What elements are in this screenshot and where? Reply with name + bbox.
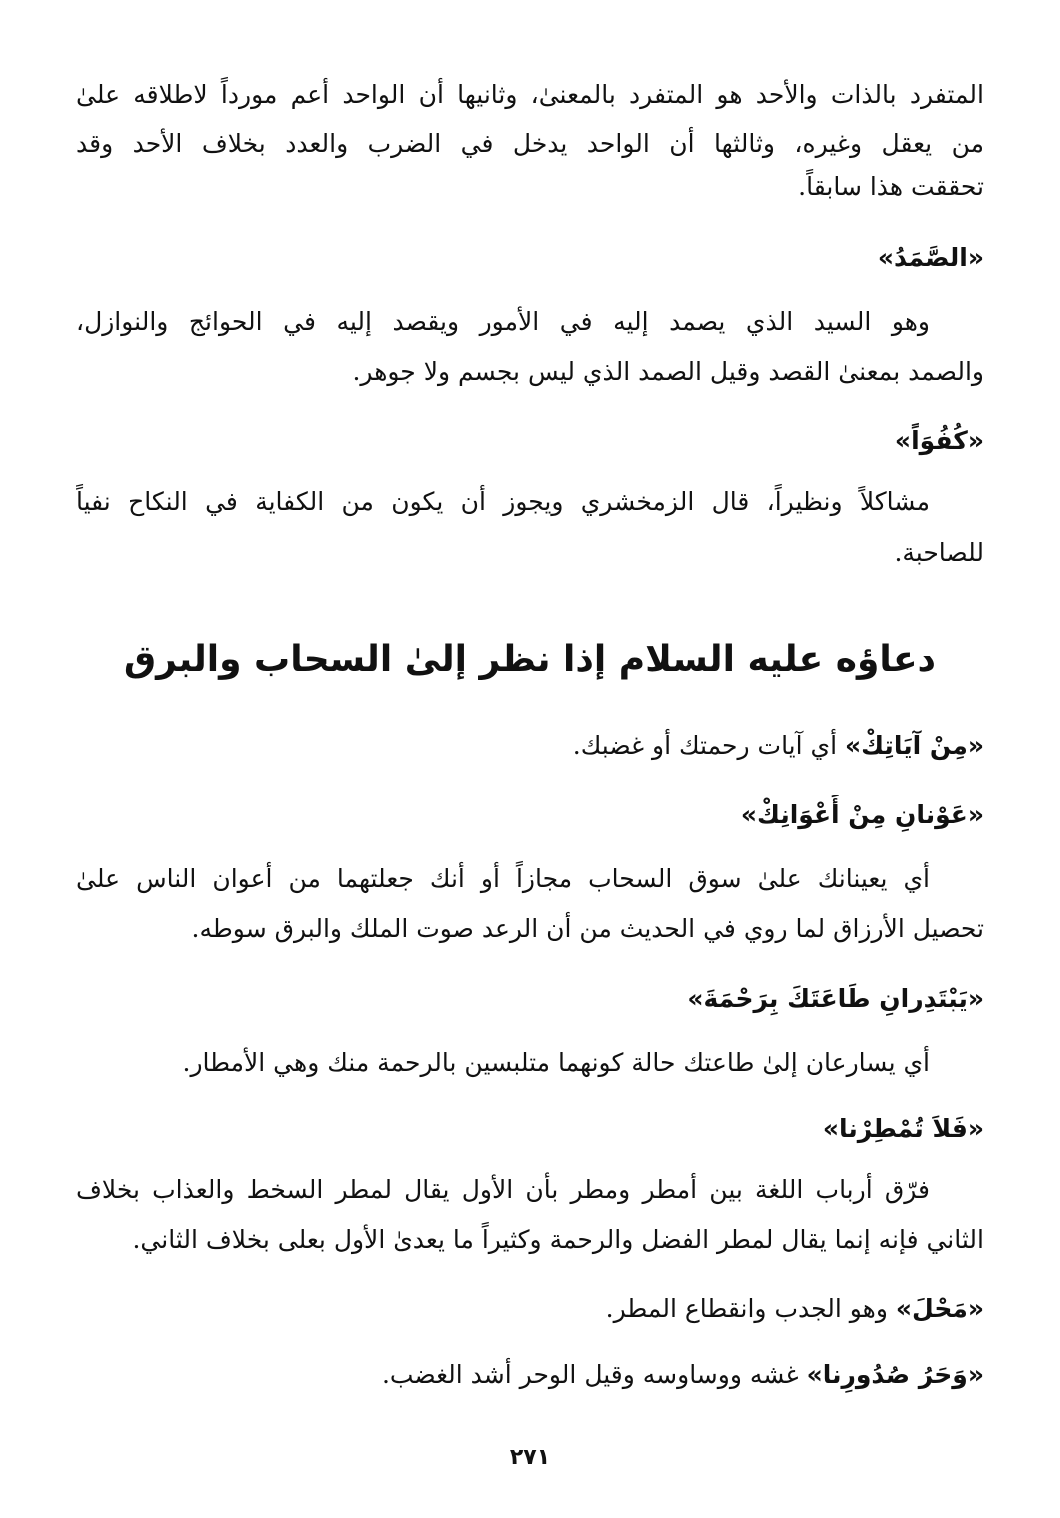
mahlan-gloss: وهو الجدب وانقطاع المطر. bbox=[605, 1294, 896, 1323]
term-fala-tumtirna: «فَلاَ تُمْطِرْنا» bbox=[822, 1114, 984, 1143]
entry-mahlan bbox=[76, 1289, 984, 1329]
kufuwan-line-1: مشاكلاً ونظيراً، قال الزمخشري ويجوز أن يكون من الكفاية في النكاح نفياً bbox=[76, 487, 930, 516]
fala-tumtirna-line-1: فرّق أرباب اللغة بين أمطر ومطر بأن الأول يقال لمطر السخط والعذاب بخلاف bbox=[76, 1175, 930, 1204]
entry-wahara bbox=[76, 1355, 984, 1395]
term-awnan: «عَوْنانِ مِنْ أَعْوَانِكْ» bbox=[740, 800, 984, 829]
term-yabtadiran: «يَبْتَدِرانِ طَاعَتَكَ بِرَحْمَةَ» bbox=[687, 984, 984, 1013]
section-heading: دعاؤه عليه السلام إذا نظر إلىٰ السحاب والبرق bbox=[123, 639, 937, 680]
term-samad: «الصَّمَدُ» bbox=[877, 243, 984, 272]
intro-line-3: تحققت هذا سابقاً. bbox=[798, 172, 984, 201]
wahara-gloss: غشه ووساوسه وقيل الوحر أشد الغضب. bbox=[381, 1360, 807, 1389]
page-number: ٢٧١ bbox=[509, 1445, 551, 1470]
term-mahlan: «مَحْلَ» bbox=[895, 1294, 984, 1323]
ayatik-gloss: أي آيات رحمتك أو غضبك. bbox=[572, 731, 845, 760]
intro-line-2: من يعقل وغيره، وثالثها أن الواحد يدخل في الضرب والعدد بخلاف الأحد وقد bbox=[76, 129, 984, 158]
samad-line-1: وهو السيد الذي يصمد إليه في الأمور ويقصد إليه في الحوائج والنوازل، bbox=[76, 307, 930, 336]
entry-ayatik bbox=[76, 726, 984, 766]
intro-line-1: المتفرد بالذات والأحد هو المتفرد بالمعنىٰ، وثانيها أن الواحد أعم مورداً لاطلاقه علىٰ bbox=[76, 80, 984, 109]
samad-line-2: والصمد بمعنىٰ القصد وقيل الصمد الذي ليس بجسم ولا جوهر. bbox=[352, 357, 984, 386]
term-kufuwan: «كُفُوَاً» bbox=[894, 426, 984, 455]
awnan-line-2: تحصيل الأرزاق لما روي في الحديث من أن الرعد صوت الملك والبرق سوطه. bbox=[191, 914, 984, 943]
term-ayatik: «مِنْ آيَاتِكْ» bbox=[845, 731, 984, 760]
kufuwan-line-2: للصاحبة. bbox=[894, 538, 984, 567]
term-wahara: «وَحَرُ صُدُورِنا» bbox=[806, 1360, 984, 1389]
yabtadiran-line-1: أي يسارعان إلىٰ طاعتك حالة كونهما متلبسين بالرحمة منك وهي الأمطار. bbox=[182, 1048, 930, 1077]
fala-tumtirna-line-2: الثاني فإنه إنما يقال لمطر الفضل والرحمة وكثيراً ما يعدىٰ الأول بعلى بخلاف الثاني. bbox=[132, 1225, 984, 1254]
awnan-line-1: أي يعينانك علىٰ سوق السحاب مجازاً أو أنك جعلتهما من أعوان الناس علىٰ bbox=[76, 864, 930, 893]
